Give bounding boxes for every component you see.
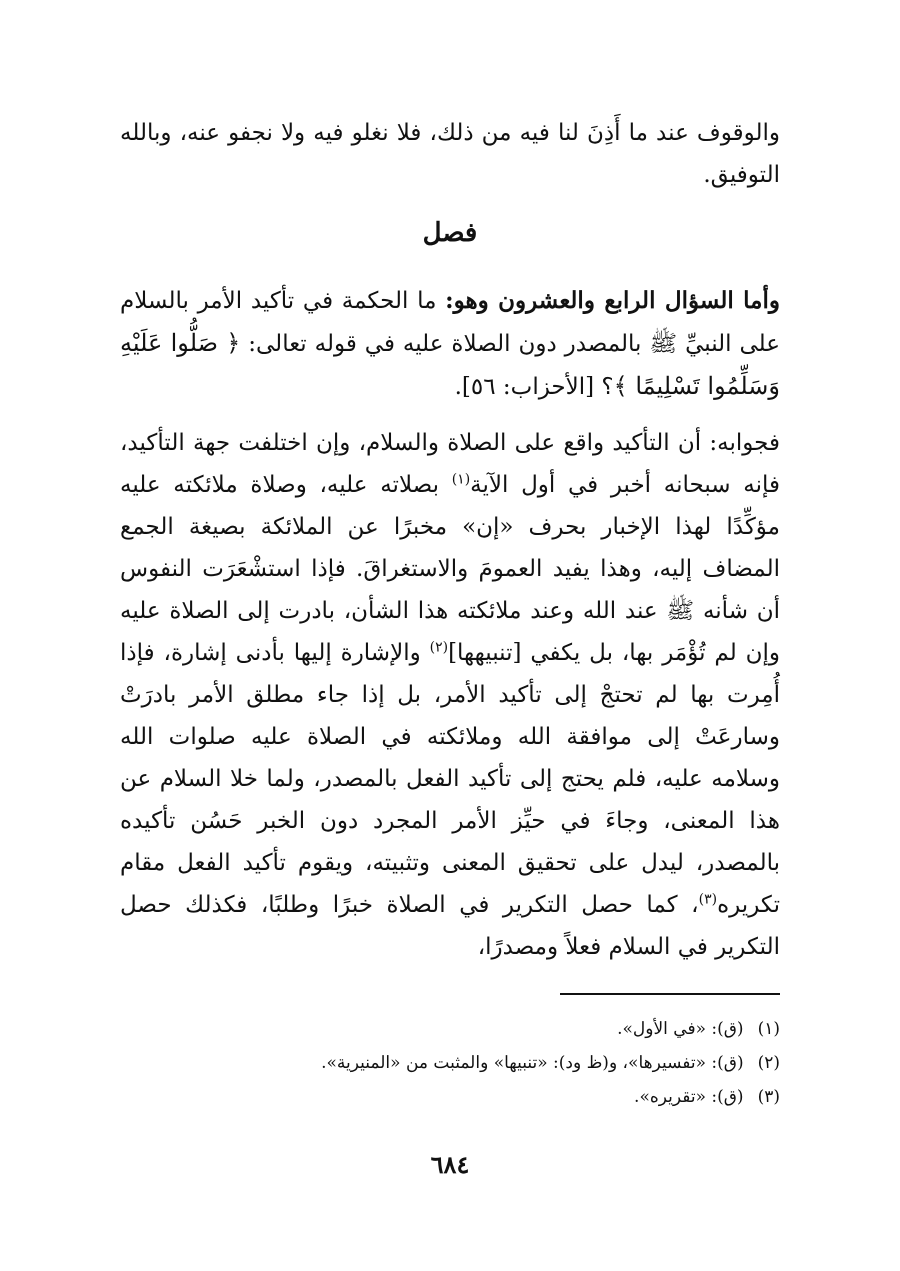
- footnote-item: [120, 1012, 780, 1046]
- footnote-text: (ق): «تقريره».: [634, 1087, 744, 1107]
- footnote-ref-1[interactable]: (١): [451, 471, 471, 488]
- footnotes-list: [120, 1012, 780, 1114]
- footnote-item: [120, 1046, 780, 1080]
- footnote-ref-2[interactable]: (٢): [429, 639, 449, 656]
- section-heading: فصل: [422, 218, 478, 248]
- answer-text-2: بصلاته عليه، وصلاة ملائكته عليه مؤكِّدًا لهذا الإخبار بحرف «إن» مخبرًا عن الملائكة بصيغة الجمع المضاف إليه، وهذا يفيد العمومَ والاستغراقَ. فإذا استشْعَرَت النفوس أن شأنه ﷺ عند الله وعند ملائكته هذا الشأن، بادرت إلى الصلاة عليه وإن لم تُؤْمَر بها، بل يكفي [تنبيهها]: [120, 472, 781, 666]
- footnote-ref-3[interactable]: (٣): [698, 891, 718, 908]
- footnote-text: (ق): «تفسيرها»، و(ظ ود): «تنبيها» والمثبت من «المنيرية».: [321, 1053, 744, 1073]
- footnote-number: (١): [757, 1019, 780, 1039]
- answer-paragraph: [120, 422, 780, 968]
- question-text: ما الحكمة في تأكيد الأمر بالسلام على النبيِّ ﷺ بالمصدر دون الصلاة عليه في قوله تعالى:: [120, 288, 780, 357]
- verse-reference: ؟ [الأحزاب: ٥٦].: [454, 374, 614, 400]
- answer-text-3: والإشارة إليها بأدنى إشارة، فإذا أُمِرت بها لم تحتجْ إلى تأكيد الأمر، بل إذا جاء مطلق الأمر بادرَتْ وسارعَتْ إلى موافقة الله وملائكته في الصلاة عليه صلوات الله وسلامه عليه، فلم يحتج إلى تأكيد الفعل بالمصدر، ولما خلا السلام عن هذا المعنى، وجاءَ في حيِّز الأمر المجرد دون الخبر حَسُن تأكيده بالمصدر، ليدل على تحقيق المعنى وتثبيته، ويقوم تأكيد الفعل مقام تكريره: [120, 640, 780, 918]
- quran-verse: ﴿ صَلُّوا عَلَيْهِ وَسَلِّمُوا تَسْلِيمًا ﴾: [120, 329, 780, 400]
- question-paragraph: [120, 280, 780, 408]
- footnote-number: (٣): [757, 1087, 780, 1107]
- footnote-number: (٢): [757, 1053, 780, 1073]
- intro-paragraph: والوقوف عند ما أَذِنَ لنا فيه من ذلك، فلا نغلو فيه ولا نجفو عنه، وبالله التوفيق.: [120, 120, 780, 188]
- footnote-item: [120, 1080, 780, 1114]
- answer-text-4: ، كما حصل التكرير في الصلاة خبرًا وطلبًا، فكذلك حصل التكرير في السلام فعلاً ومصدرًا،: [120, 892, 780, 960]
- footnote-divider: [560, 993, 780, 995]
- answer-text-1: فجوابه: أن التأكيد واقع على الصلاة والسلام، وإن اختلفت جهة التأكيد، فإنه سبحانه أخبر في أول الآية: [120, 430, 780, 498]
- footnote-text: (ق): «في الأول».: [617, 1019, 744, 1039]
- question-lead: وأما السؤال الرابع والعشرون وهو:: [445, 287, 780, 314]
- page-number: ٦٨٤: [430, 1150, 470, 1179]
